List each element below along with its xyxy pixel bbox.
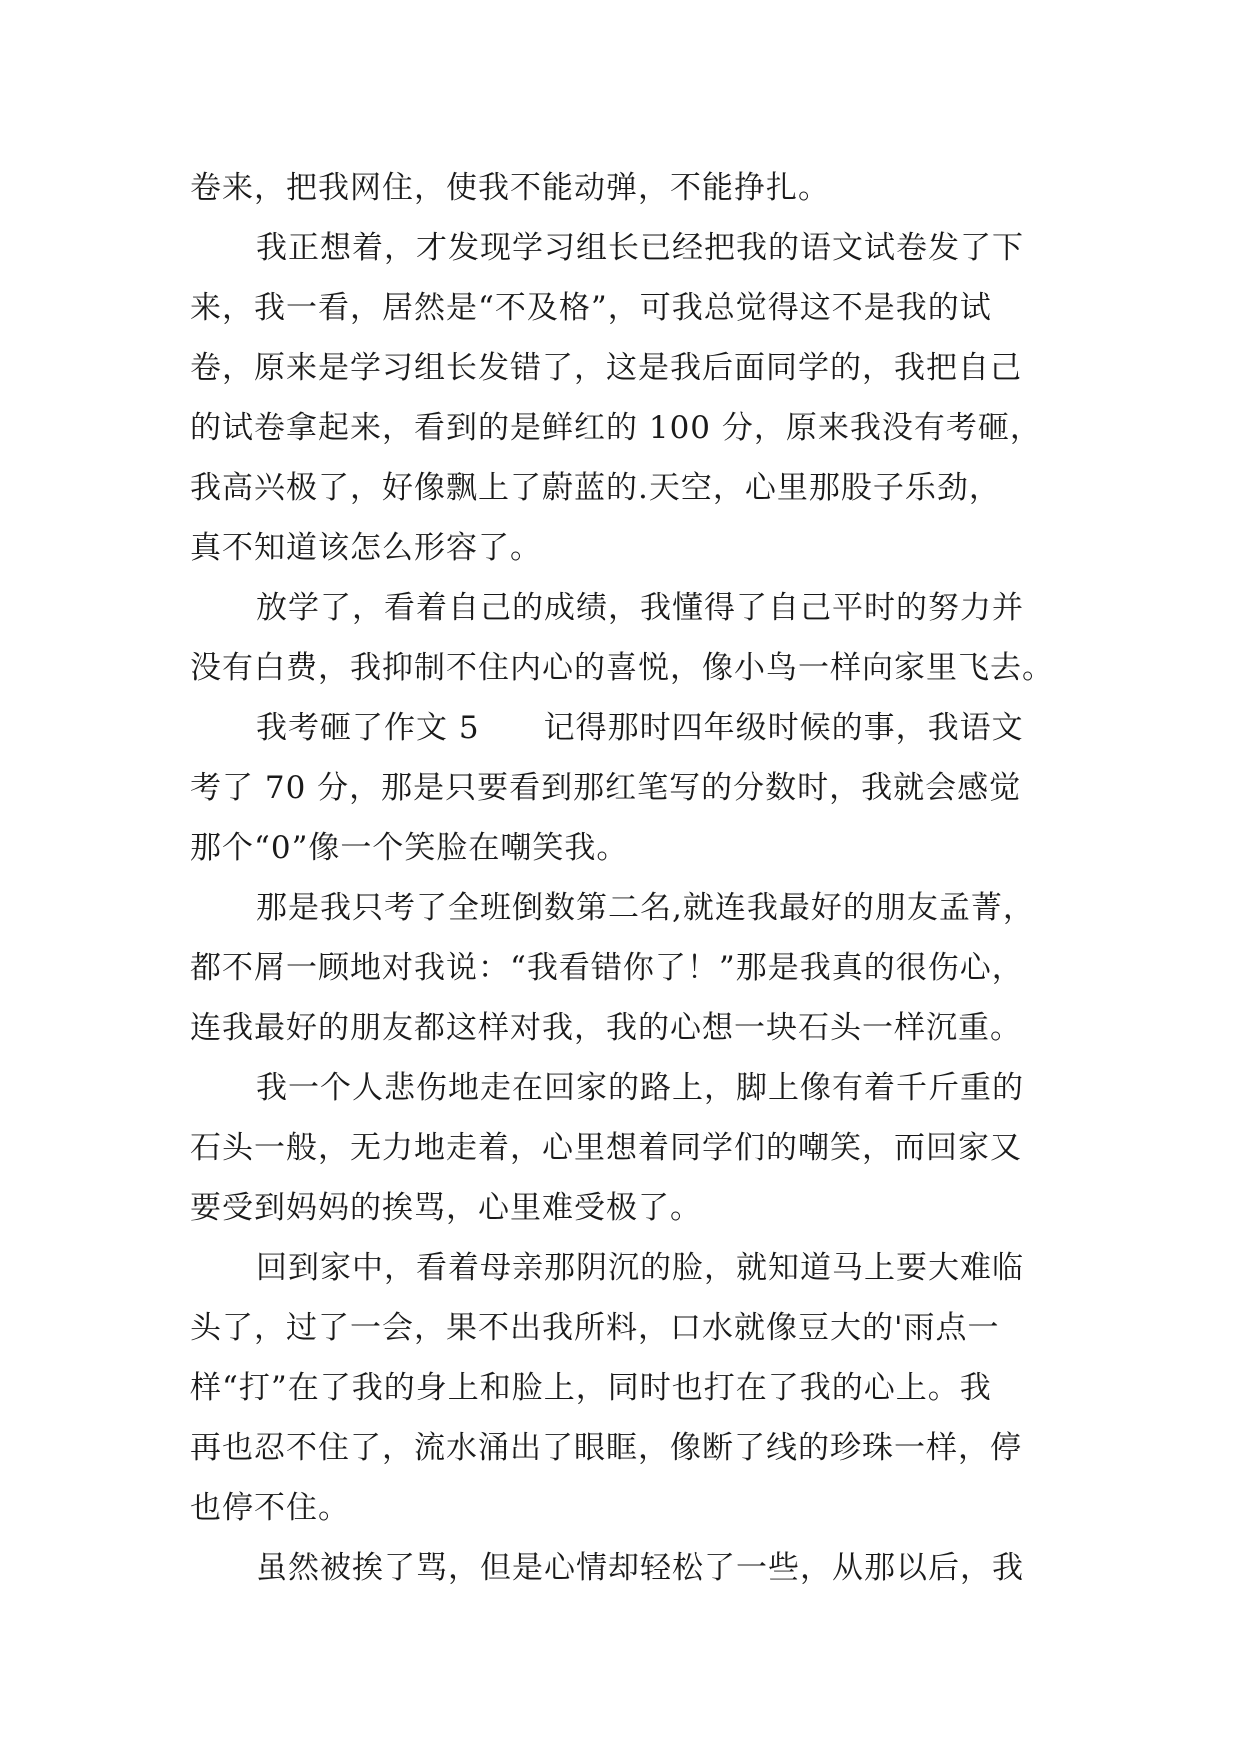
text-line: 没有白费，我抑制不住内心的喜悦，像小鸟一样向家里飞去。 — [190, 650, 1054, 686]
text-line: 再也忍不住了，流水涌出了眼眶，像断了线的珍珠一样，停 — [190, 1430, 1022, 1466]
text-line: 连我最好的朋友都这样对我，我的心想一块石头一样沉重。 — [190, 1010, 1022, 1046]
text-line: 都不屑一顾地对我说：“我看错你了！”那是我真的很伤心， — [190, 950, 1024, 986]
text-line: 我正想着，才发现学习组长已经把我的语文试卷发了下 — [256, 230, 1024, 266]
text-line: 样“打”在了我的身上和脸上，同时也打在了我的心上。我 — [190, 1370, 992, 1406]
text-line: 石头一般，无力地走着，心里想着同学们的嘲笑，而回家又 — [190, 1130, 1022, 1166]
text-line: 来，我一看，居然是“不及格”，可我总觉得这不是我的试 — [190, 290, 992, 326]
paragraph-5 — [190, 878, 1070, 1058]
text-line: 卷，原来是学习组长发错了，这是我后面同学的，我把自己 — [190, 350, 1022, 386]
text-line: 的试卷拿起来，看到的是鲜红的 100 分，原来我没有考砸， — [190, 410, 1042, 446]
text-line: 要受到妈妈的挨骂，心里难受极了。 — [190, 1190, 702, 1226]
text-line: 我一个人悲伤地走在回家的路上，脚上像有着千斤重的 — [256, 1070, 1024, 1106]
text-line: 真不知道该怎么形容了。 — [190, 530, 542, 566]
body-text — [190, 158, 1070, 1598]
paragraph-2 — [190, 218, 1070, 578]
text-line: 我高兴极了，好像飘上了蔚蓝的.天空，心里那股子乐劲， — [190, 470, 1001, 506]
text-line: 虽然被挨了骂，但是心情却轻松了一些，从那以后，我 — [256, 1550, 1024, 1586]
paragraph-7 — [190, 1238, 1070, 1538]
paragraph-3 — [190, 578, 1070, 698]
text-line: 头了，过了一会，果不出我所料，口水就像豆大的'雨点一 — [190, 1310, 1000, 1346]
text-line: 也停不住。 — [190, 1490, 350, 1526]
text-line: 那个“0”像一个笑脸在嘲笑我。 — [190, 830, 629, 866]
text-line: 那是我只考了全班倒数第二名,就连我最好的朋友孟菁， — [256, 890, 1035, 926]
paragraph-6 — [190, 1058, 1070, 1238]
text-line: 放学了，看着自己的成绩，我懂得了自己平时的努力并 — [256, 590, 1024, 626]
text-line: 回到家中，看着母亲那阴沉的脸，就知道马上要大难临 — [256, 1250, 1024, 1286]
text-line: 我考砸了作文 5 记得那时四年级时候的事，我语文 — [256, 710, 1024, 746]
paragraph-8 — [190, 1538, 1070, 1598]
text-line: 卷来，把我网住，使我不能动弹，不能挣扎。 — [190, 170, 830, 206]
text-line: 考了 70 分，那是只要看到那红笔写的分数时，我就会感觉 — [190, 770, 1022, 806]
paragraph-4 — [190, 698, 1070, 878]
paragraph-1 — [190, 158, 1070, 218]
